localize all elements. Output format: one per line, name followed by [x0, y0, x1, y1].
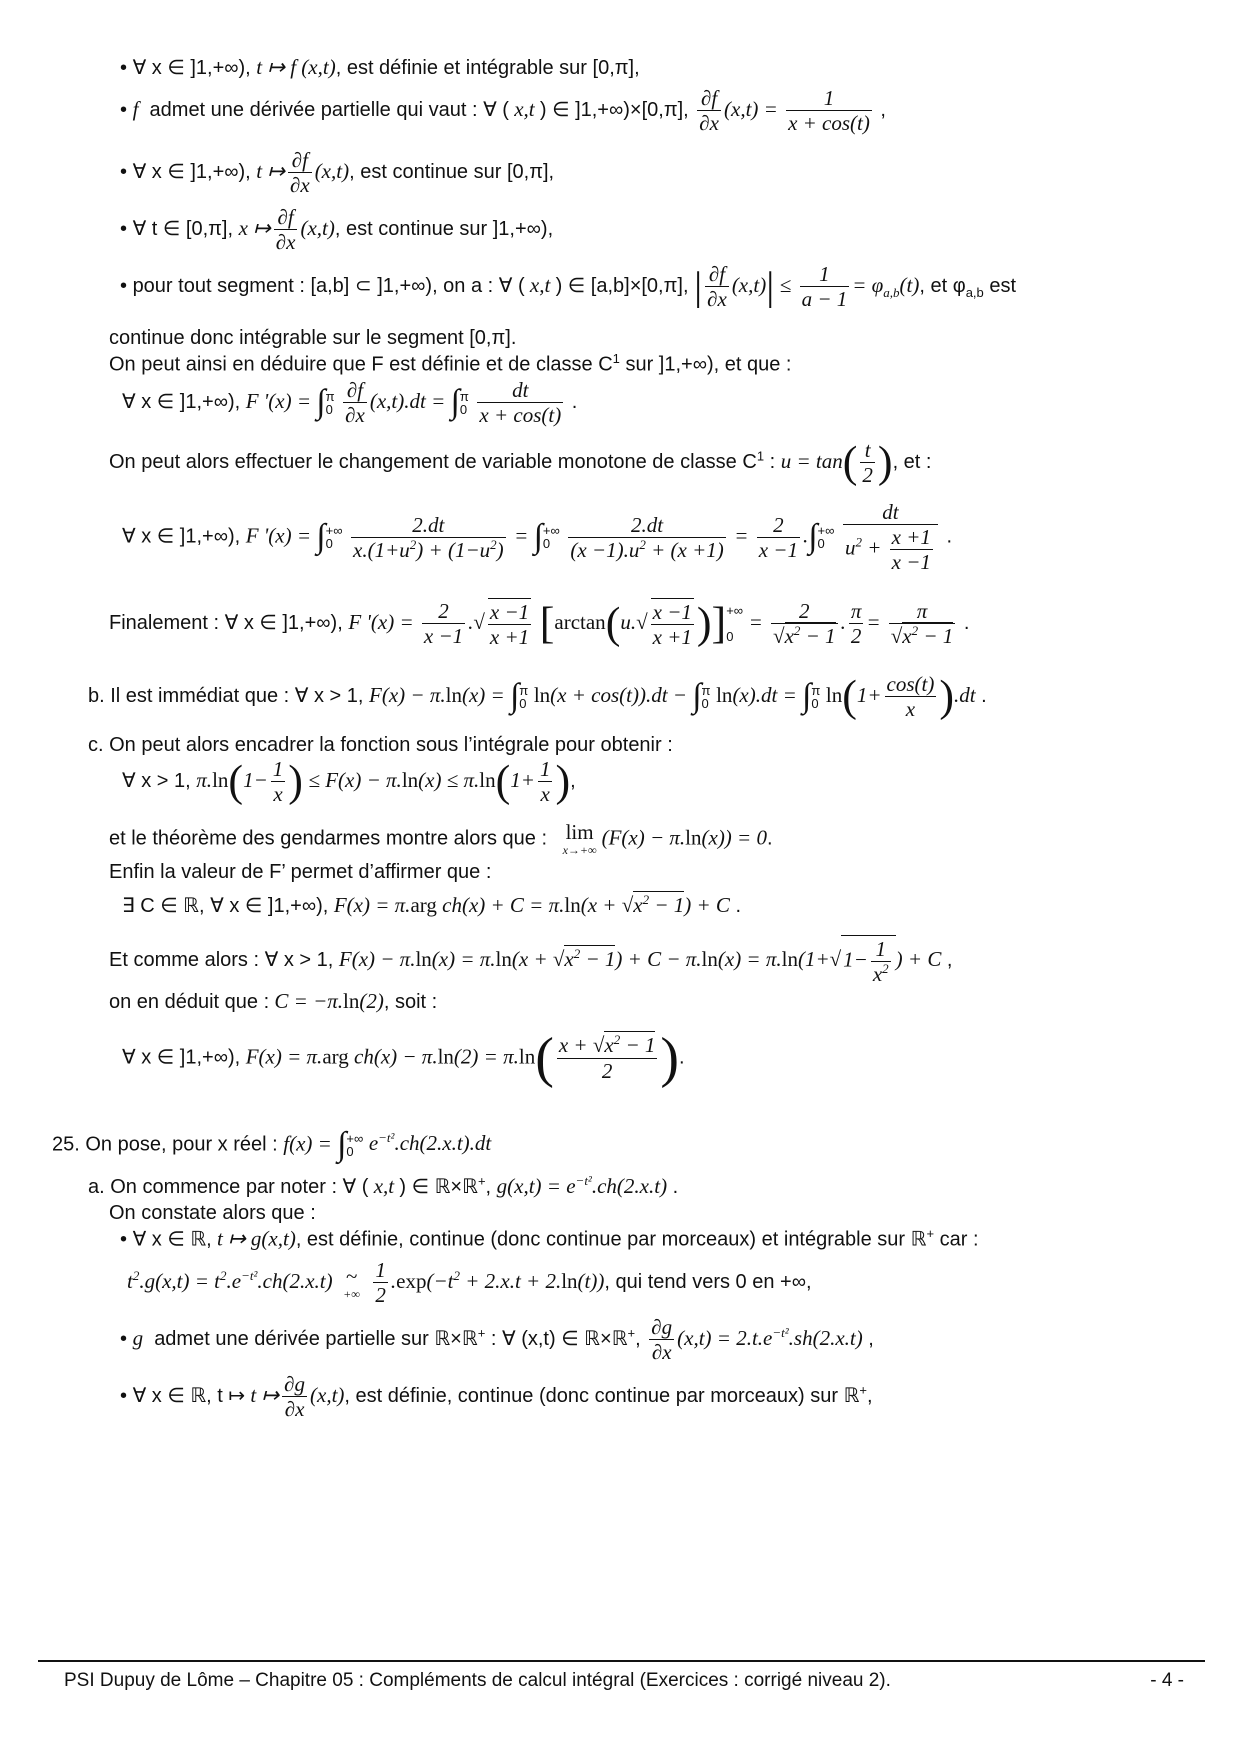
text-line-6: continue donc intégrable sur le segment [0,π]. — [109, 327, 517, 349]
bullet-4: • ∀ t ∈ [0,π], x ↦ $\frac{\partial f}{\partial x}$ (x,t), est continue sur ]1,+∞), — [120, 205, 554, 255]
text-line-15: et le théorème des gendarmes montre alors que : lim x→+∞ (F(x) − π.ln(x)) = 0. — [109, 820, 773, 858]
text-line-13: c. On peut alors encadrer la fonction sous l’intégrale pour obtenir : — [88, 734, 673, 756]
bullet-6: • ∀ x ∈ ℝ, t ↦ g(x,t), est définie, continue (donc continue par morceaux) et intégrable sur ℝ+ car : — [120, 1226, 979, 1251]
formula-line-25: $t^2.g(x,t) = t^2.e^{-t^2}.ch(2.x.t)$ ~ +∞ $\frac{1}{2}$ $.\exp(-t^2 + 2.x.t + 2.\ln(t))$, qui tend vers 0 en +∞, — [127, 1258, 812, 1308]
text-line-23: On constate alors que : — [109, 1202, 316, 1224]
formula-line-11: Finalement : ∀ x ∈ ]1,+∞), F '(x) = $\frac{2}{x -1}$ .√ $\frac{x -1}{x +1}$ [arctan(u.√ $\frac{x -1}{x +1}$ )] +∞ 0 = $\frac{2}{√x^2 - 1}$ . $\frac{\pi}{2}$ = $\frac{\pi}{√x^2 - 1}$ . — [109, 598, 970, 650]
text-line-9: On peut alors effectuer le changement de variable monotone de classe $C^1$ : u = tan( $\frac{t}{2}$ ), et : — [109, 437, 932, 488]
bullet-2: • f admet une dérivée partielle qui vaut : ∀ ( x,t ) ∈ ]1,+∞)×[0,π], $\frac{\partial f}{\partial x}$ (x,t) = $\frac{1}{x + \cos(t)}$ , — [120, 86, 886, 136]
bullet-1: • ∀ x ∈ ]1,+∞), t ↦ f (x,t), est définie et intégrable sur [0,π], — [120, 55, 640, 79]
bullet-5: • pour tout segment : [a,b] ⊂ ]1,+∞), on a : ∀ ( x,t ) ∈ [a,b]×[0,π], | $\frac{\partial f}{\partial x}$ (x,t)| ≤ $\frac{1}{a - 1}$ = $\varphi_{a,b}(t)$, et $\varphi_{a,b}$ est — [120, 262, 1017, 312]
bullet-8: • ∀ x ∈ ℝ, t ↦ t ↦ $\frac{\partial g}{\partial x}$ (x,t), est définie, continue (donc continue par morceaux) sur ℝ+, — [120, 1372, 873, 1422]
bullet-7: • g admet une dérivée partielle sur ℝ×ℝ+ : ∀ (x,t) ∈ ℝ×ℝ+, $\frac{\partial g}{\partial x}$ $(x,t) = 2.t.e^{-t^2}.sh(2.x.t)$ , — [120, 1315, 874, 1365]
formula-line-12: b. Il est immédiat que : ∀ x > 1, F(x) − π.ln(x) = ∫ π 0 ln(x + cos(t)).dt − ∫ π 0 ln(x).dt = ∫ π 0 ln(1+ $\frac{\cos(t)}{x}$ ).dt . — [88, 671, 987, 722]
page-footer — [64, 1670, 1184, 1692]
exercise-25-heading: 25. On pose, pour x réel : f(x) = ∫ +∞ 0 $e^{-t^2}.ch(2.x.t).dt$ — [52, 1126, 492, 1163]
footer-rule — [38, 1660, 1205, 1662]
formula-line-8: ∀ x ∈ ]1,+∞), F '(x) = ∫ π 0 $\frac{\partial f}{\partial x}$ (x,t).dt = ∫ π 0 $\frac{dt}{x + \cos(t)}$ . — [122, 378, 578, 428]
bullet-3: • ∀ x ∈ ]1,+∞), t ↦ $\frac{\partial f}{\partial x}$ (x,t), est continue sur [0,π], — [120, 148, 555, 198]
formula-line-18: Et comme alors : ∀ x > 1, $F(x) - \pi.\ln(x) = \pi.\ln(x + √x^2 - 1) + C - \pi.\ln(x) = \pi.\ln(1+√$ 1− $\frac{1}{x^2}$ ) + C , — [109, 937, 953, 987]
text-line-19: on en déduit que : C = −π.ln(2), soit : — [109, 989, 438, 1013]
page-number: - 4 - — [1150, 1670, 1184, 1691]
formula-line-20: ∀ x ∈ ]1,+∞), F(x) = π.arg ch(x) − π.ln(2) = π.ln( $\frac{x + √x^2 - 1}{2}$ ). — [122, 1027, 685, 1089]
formula-line-14: ∀ x > 1, π.ln(1− $\frac{1}{x}$ ) ≤ F(x) − π.ln(x) ≤ π.ln(1+ $\frac{1}{x}$ ), — [122, 756, 576, 807]
text-line-22: a. On commence par noter : ∀ ( x,t ) ∈ ℝ×ℝ+, $g(x,t) = e^{-t^2}.ch(2.x.t)$ . — [88, 1173, 679, 1198]
text-line-16: Enfin la valeur de F’ permet d’affirmer que : — [109, 861, 492, 883]
formula-line-10: ∀ x ∈ ]1,+∞), F '(x) = ∫ +∞ 0 $\frac{2.dt}{x.(1+u^2) + (1-u^2)}$ = ∫ +∞ 0 $\frac{2.dt}{(x -1).u^2 + (x +1)}$ = $\frac{2}{x -1}$ .∫ +∞ 0 dt $u^2$ + $\frac{x +1}{x -1}$ . — [122, 500, 953, 575]
formula-line-17: ∃ C ∈ ℝ, ∀ x ∈ ]1,+∞), F(x) = π.arg $ch(x) + C = \pi.\ln(x + √x^2 - 1) + C$ . — [122, 892, 742, 917]
footer-text: PSI Dupuy de Lôme – Chapitre 05 : Compléments de calcul intégral (Exercices : corrigé niveau 2). — [64, 1670, 891, 1691]
text-line-7: On peut ainsi en déduire que F est définie et de classe $C^1$ sur ]1,+∞), et que : — [109, 351, 792, 376]
